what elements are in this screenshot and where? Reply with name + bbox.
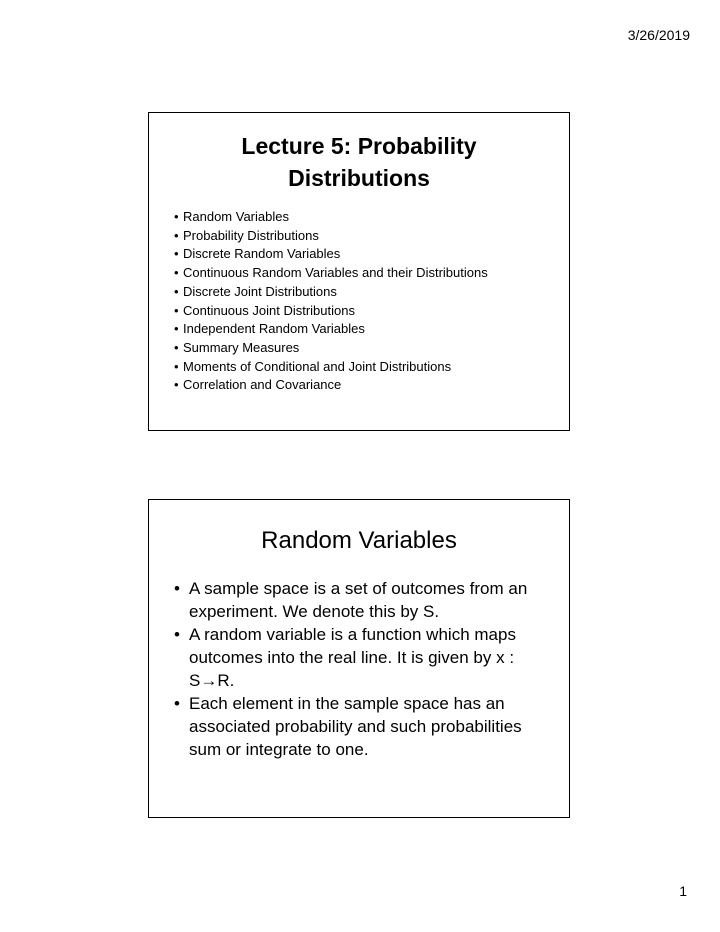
list-item: • Independent Random Variables	[174, 320, 569, 339]
topic-list	[149, 208, 569, 395]
list-item: • Moments of Conditional and Joint Distributions	[174, 358, 569, 377]
bullet-list	[149, 577, 569, 761]
slide-title-line-1: Lecture 5: Probability	[241, 133, 477, 159]
slide-title-line-2: Distributions	[288, 165, 430, 191]
slide-lecture-5-overview	[148, 112, 570, 431]
page-number: 1	[679, 883, 687, 899]
slide-title	[149, 130, 569, 194]
date-header: 3/26/2019	[627, 27, 690, 43]
list-item: • Summary Measures	[174, 339, 569, 358]
list-item: • Continuous Random Variables and their Distributions	[174, 264, 569, 283]
list-item: • Continuous Joint Distributions	[174, 302, 569, 321]
slide-random-variables	[148, 499, 570, 818]
list-item: • Discrete Joint Distributions	[174, 283, 569, 302]
list-item: • Probability Distributions	[174, 227, 569, 246]
list-item: • Random Variables	[174, 208, 569, 227]
list-item: • Each element in the sample space has an associated probability and such probabilities sum or integrate to one.	[174, 692, 549, 761]
list-item: • A sample space is a set of outcomes from an experiment. We denote this by S.	[174, 577, 549, 623]
slide-title: Random Variables	[261, 527, 457, 554]
list-item: • Discrete Random Variables	[174, 245, 569, 264]
list-item: • Correlation and Covariance	[174, 376, 569, 395]
list-item: • A random variable is a function which maps outcomes into the real line. It is given by x : S→R.	[174, 623, 549, 692]
